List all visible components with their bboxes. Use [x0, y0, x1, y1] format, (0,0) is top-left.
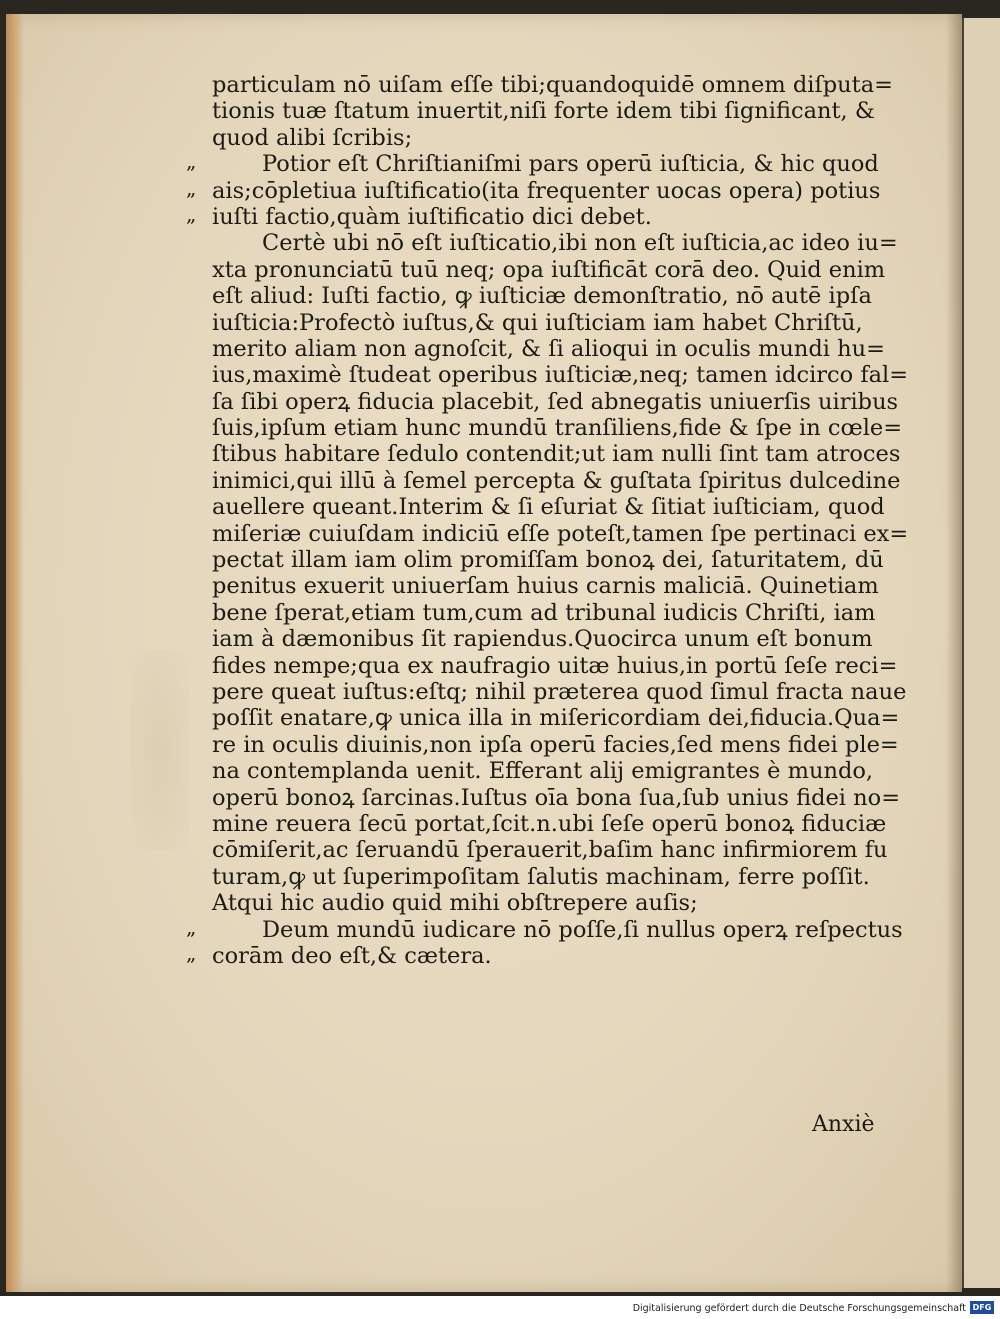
margin-quote-mark: „: [186, 149, 197, 174]
text-line: eſt aliud: Iuſti factio, ꝙ iuſticiæ demonſtratio, nō autē ipſa: [212, 283, 872, 310]
main-text-block: [212, 72, 909, 969]
margin-quote-mark: „: [186, 941, 197, 966]
text-line: ſa ſibi operꝝ fiducia placebit, ſed abnegatis uniuerſis uiribus: [212, 388, 899, 415]
text-line: ais;cōpletiua iuſtificatio(ita frequenter uocas opera) potius: [212, 177, 881, 204]
text-line: bene ſperat,etiam tum,cum ad tribunal iudicis Chriſti, iam: [212, 599, 876, 626]
text-line: Certè ubi nō eſt iuſticatio,ibi non eſt iuſticia,ac ideo iu=: [262, 230, 898, 257]
text-line: mine reuera ſecū portat,ſcit.n.ubi ſeſe operū bonoꝝ fiduciæ: [212, 810, 887, 837]
page-edge-stain: [6, 14, 24, 1292]
text-line: ſuis,ipſum etiam hunc mundū tranſiliens,fide & ſpe in cœle=: [212, 415, 903, 442]
adjacent-page-edge: [962, 18, 1000, 1288]
text-line: pere queat iuſtus:eſtq; nihil præterea quod ſimul fracta naue: [212, 678, 907, 705]
text-line: na contemplanda uenit. Efferant alij emigrantes è mundo,: [212, 758, 874, 785]
text-line: penitus exuerit uniuerſam huius carnis maliciā. Quinetiam: [212, 573, 879, 600]
text-line: merito aliam non agnoſcit, & ſi alioqui in oculis mundi hu=: [212, 335, 885, 362]
text-line: turam,ꝙ ut ſuperimpoſitam ſalutis machinam, ferre poſſit.: [212, 863, 870, 890]
catchword: Anxiè: [812, 1112, 875, 1137]
margin-quote-mark: „: [186, 175, 197, 200]
ink-bleed: [130, 650, 190, 850]
text-line: auellere queant.Interim & ſi eſuriat & ſitiat iuſticiam, quod: [212, 494, 885, 521]
text-line: particulam nō uiſam eſſe tibi;quandoquidē omnem diſputa=: [212, 72, 893, 98]
text-line: ſtibus habitare ſedulo contendit;ut iam nulli ſint tam atroces: [212, 441, 901, 468]
text-line: poſſit enatare,ꝙ unica illa in miſericordiam dei,fiducia.Qua=: [212, 705, 900, 732]
margin-quote-mark: „: [186, 914, 197, 939]
text-line: Atqui hic audio quid mihi obſtrepere auſis;: [212, 890, 698, 917]
text-line: inimici,qui illū à ſemel percepta & guſtata ſpiritus dulcedine: [212, 467, 901, 494]
text-line: corām deo eſt,& cætera.: [212, 942, 492, 969]
margin-quote-mark: „: [186, 202, 197, 226]
text-line: ius,maximè ſtudeat operibus iuſticiæ,neq; tamen idcirco fal=: [212, 362, 909, 389]
text-line: pectat illam iam olim promiſſam bonoꝝ dei, ſaturitatem, dū: [212, 547, 884, 574]
text-line: iam à dæmonibus ſit rapiendus.Quocirca unum eſt bonum: [212, 626, 873, 653]
binding-shadow: [946, 14, 962, 1292]
text-line: quod alibi ſcribis;: [212, 124, 413, 151]
text-line: operū bonoꝝ ſarcinas.Iuſtus oīa bona ſua,ſub unius fidei no=: [212, 784, 901, 811]
text-line: miſeriæ cuiuſdam indiciū eſſe poteſt,tamen ſpe pertinaci ex=: [212, 520, 909, 547]
text-line: Potior eſt Chriſtianiſmi pars operū iuſticia, & hic quod: [262, 151, 879, 178]
dfg-logo: DFG: [970, 1301, 994, 1314]
text-line: tionis tuæ ſtatum inuertit,niſi forte idem tibi ſignificant, &: [212, 98, 875, 125]
text-line: fides nempe;qua ex naufragio uitæ huius,in portū ſeſe reci=: [212, 652, 898, 679]
text-line: cōmiſerit,ac ſeruandū ſperauerit,baſim hanc infirmiorem fu: [212, 837, 888, 864]
text-line: Deum mundū iudicare nō poſſe,ſi nullus operꝝ reſpectus: [262, 916, 903, 943]
text-line: iuſticia:Profectò iuſtus,& qui iuſticiam iam habet Chriſtū,: [212, 309, 863, 336]
text-line: iuſti factio,quàm iuſtificatio dici debet.: [212, 203, 652, 230]
footer-credit: Digitalisierung gefördert durch die Deutsche Forschungsgemeinschaft: [632, 1303, 966, 1314]
text-line: re in oculis diuinis,non ipſa operū facies,ſed mens fidei ple=: [212, 731, 899, 758]
text-line: xta pronunciatū tuū neq; opa iuſtificāt corā deo. Quid enim: [212, 256, 886, 283]
